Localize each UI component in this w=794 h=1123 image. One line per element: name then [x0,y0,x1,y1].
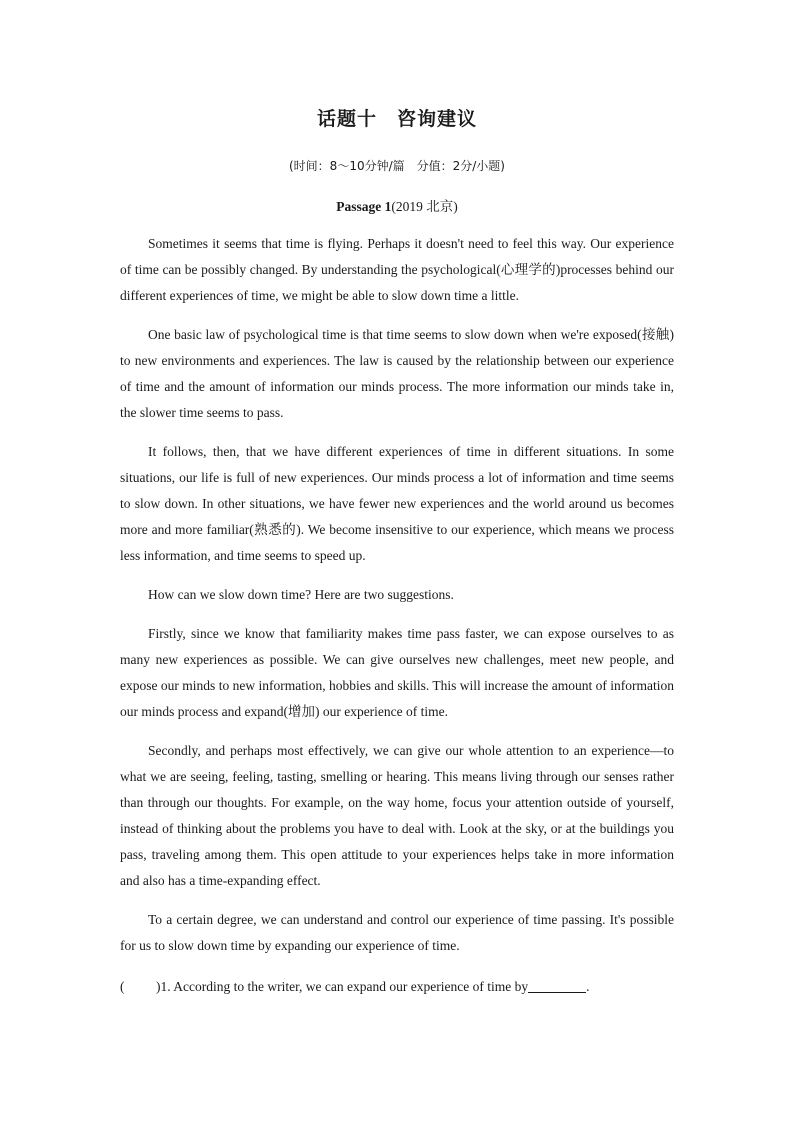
question-1 [120,974,674,1000]
answer-blank[interactable] [528,978,586,993]
passage-label: Passage 1 [336,199,392,214]
question-number: )1. [156,979,171,994]
paragraph-4: How can we slow down time? Here are two suggestions. [148,587,454,602]
paragraph-5: Firstly, since we know that familiarity makes time pass faster, we can expose ourselves to as many new experiences as possible. We can give ourselves new challenges, meet new people, and expose our minds to new information, hobbies and skills. This will increase the amount of information our minds process and expand(增加) our experience of time. [120,626,674,719]
paragraph-1: Sometimes it seems that time is flying. Perhaps it doesn't need to feel this way. Our experience of time can be possibly changed. By understanding the psychological(心理学的)processes behind our different experiences of time, we might be able to slow down time a little. [120,236,674,303]
answer-paren-open: ( [120,979,125,994]
question-end: . [586,979,590,994]
passage-heading [0,195,794,215]
paragraph-3: It follows, then, that we have different experiences of time in different situations. In some situations, our life is full of new experiences. Our minds process a lot of information and time seems to slow down. In other situations, we have fewer new experiences and the world around us becomes more and more familiar(熟悉的). We become insensitive to our experience, which means we process less information, and time seems to speed up. [120,444,674,563]
question-text: According to the writer, we can expand our experience of time by [170,979,529,994]
paragraph-7: To a certain degree, we can understand and control our experience of time passing. It's possible for us to slow down time by expanding our experience of time. [120,912,674,953]
page-title: 话题十 咨询建议 [316,108,477,130]
passage-source: (2019 北京) [391,199,458,214]
paragraph-6: Secondly, and perhaps most effectively, we can give our whole attention to an experience—to what we are seeing, feeling, tasting, smelling or hearing. This means living through our senses rather than through our thoughts. For example, on the way home, focus your attention outside of yourself, instead of thinking about the problems you have to deal with. Look at the sky, or at the buildings you pass, traveling among them. This open attitude to your experiences helps take in more information and also has a time-expanding effect. [120,743,674,888]
paragraph-2: One basic law of psychological time is that time seems to slow down when we're exposed(接触) to new environments and experiences. The law is caused by the relationship between our experience of time and the amount of information our minds process. The more information our minds take in, the slower time seems to pass. [120,327,674,420]
passage-body [120,231,674,972]
time-score-info: (时间：8～10分钟/篇 分值：2分/小题) [289,159,505,173]
